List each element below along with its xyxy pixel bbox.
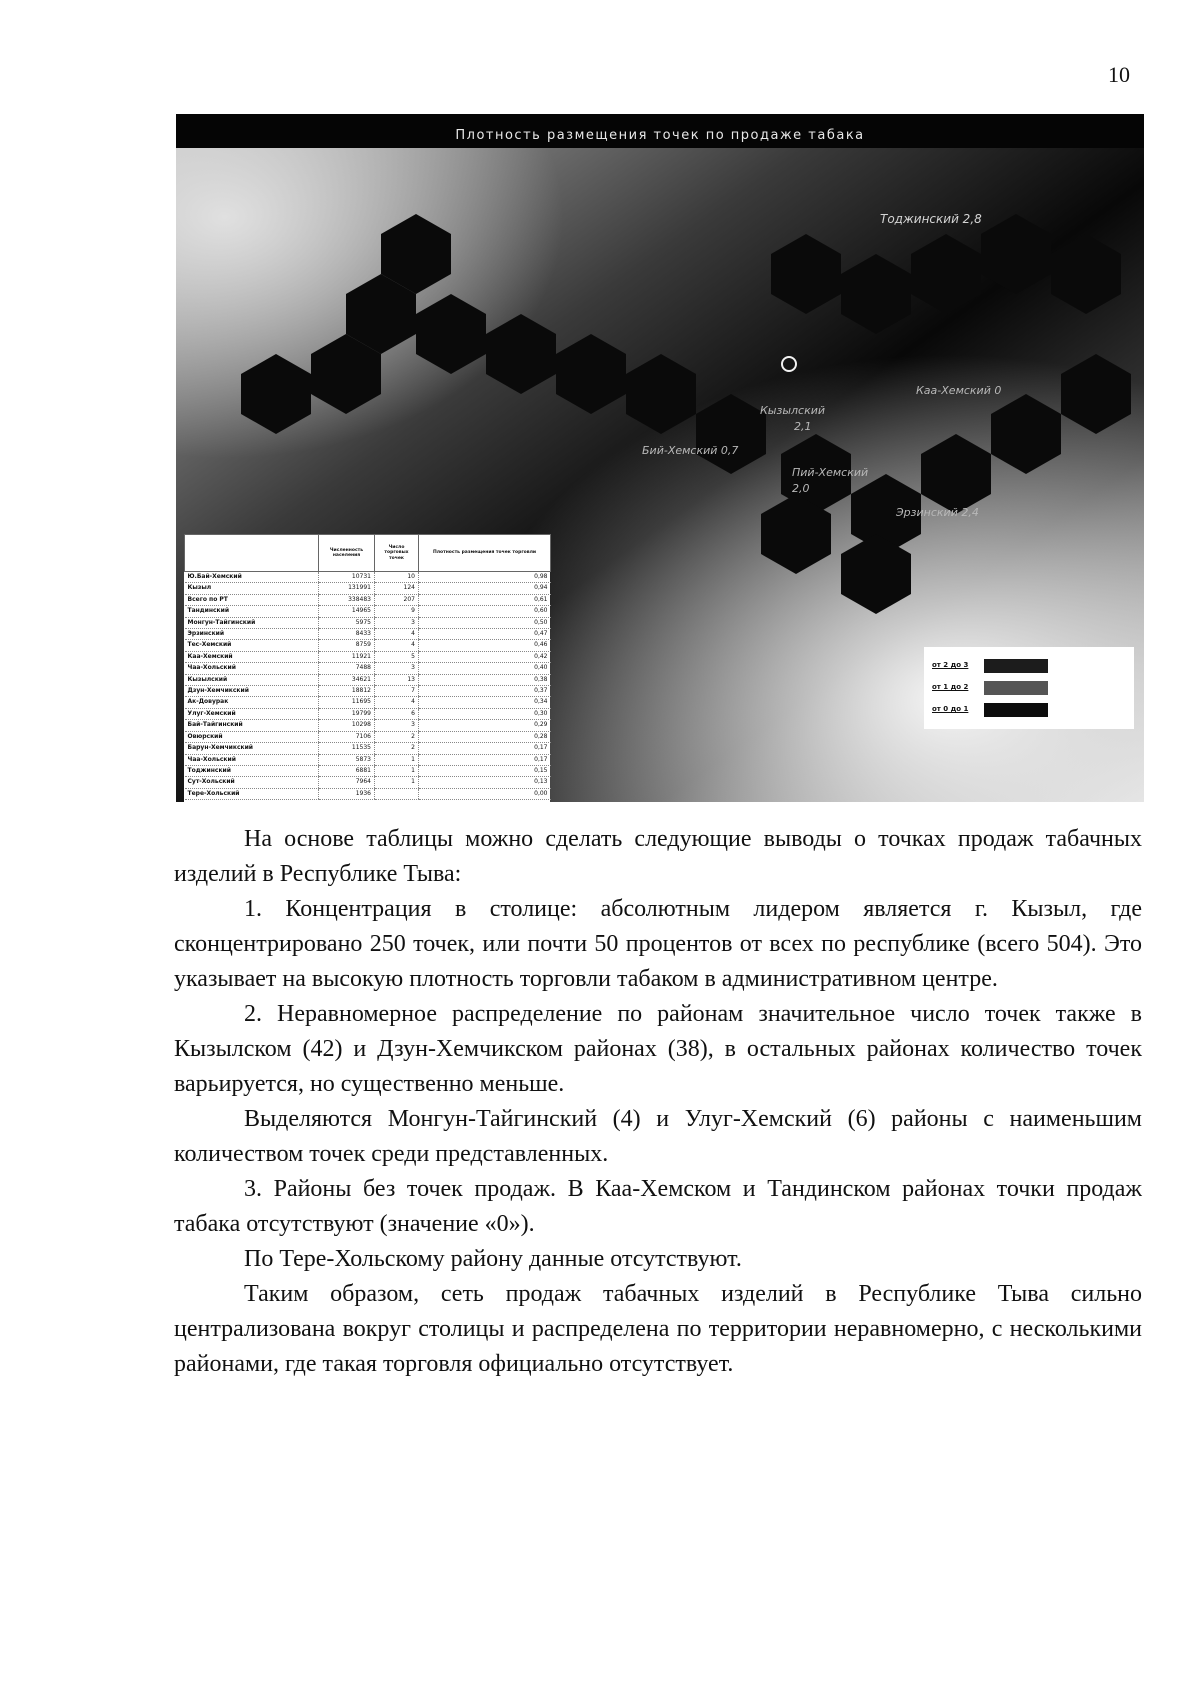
table-cell-population: 7488 (319, 663, 375, 674)
table-row (185, 651, 551, 662)
paragraph-no-data: По Тере-Хольскому району данные отсутствуют. (244, 1246, 742, 1272)
paragraph-intro: На основе таблицы можно сделать следующие выводы о точках продаж табачных изделий в Республике Тыва: (174, 826, 1142, 887)
table-cell-population: 1936 (319, 788, 375, 799)
table-cell-points: 1 (375, 754, 419, 765)
table-cell-district: Кызылский (185, 674, 319, 685)
paragraph-conclusion: Таким образом, сеть продаж табачных изделий в Республике Тыва сильно централизована вокруг столицы и распределена по территории неравномерно, с несколькими районами, где такая торговля официально отсутствует. (174, 1281, 1142, 1377)
table-cell-points: 10 (375, 572, 419, 583)
paragraph-point-3: 3. Районы без точек продаж. В Каа-Хемском и Тандинском районах точки продаж табака отсутствуют (значение «0»). (174, 1176, 1142, 1237)
density-map-figure (176, 114, 1144, 802)
table-cell-density: 0,15 (419, 765, 551, 776)
table-cell-points: 13 (375, 674, 419, 685)
table-cell-density: 0,47 (419, 629, 551, 640)
table-cell-district: Сут-Хольский (185, 777, 319, 788)
table-row (185, 754, 551, 765)
legend (924, 647, 1134, 729)
table-row (185, 788, 551, 799)
table-header: Численность населения (319, 535, 375, 572)
table-cell-density: 0,61 (419, 594, 551, 605)
table-cell-density: 0,17 (419, 754, 551, 765)
table-row (185, 765, 551, 776)
table-row (185, 697, 551, 708)
table-row (185, 674, 551, 685)
table-cell-district: Монгун-Тайгинский (185, 617, 319, 628)
table-cell-density: 0,00 (419, 788, 551, 799)
table-cell-points: 4 (375, 697, 419, 708)
table-cell-points: 124 (375, 583, 419, 594)
table-body (185, 572, 551, 800)
table-row (185, 617, 551, 628)
table-cell-points: 2 (375, 743, 419, 754)
table-cell-points: 1 (375, 765, 419, 776)
legend-label: от 1 до 2 (932, 683, 969, 691)
table-cell-district: Дзун-Хемчикский (185, 686, 319, 697)
table-cell-points: 2 (375, 731, 419, 742)
table-cell-population: 338483 (319, 594, 375, 605)
table-cell-density: 0,50 (419, 617, 551, 628)
table-cell-district: Барун-Хемчикский (185, 743, 319, 754)
table-header: Число торговых точек (375, 535, 419, 572)
density-table (184, 534, 550, 802)
table-cell-district: Улуг-Хемский (185, 708, 319, 719)
table-cell-density: 0,60 (419, 606, 551, 617)
table-cell-population: 8759 (319, 640, 375, 651)
paragraph-lowest: Выделяются Монгун-Тайгинский (4) и Улуг-Хемский (6) районы с наименьшим количеством точек среди представленных. (174, 1106, 1142, 1167)
table-cell-population: 7106 (319, 731, 375, 742)
table-cell-density: 0,17 (419, 743, 551, 754)
table-row (185, 663, 551, 674)
table-row (185, 708, 551, 719)
table-cell-population: 7964 (319, 777, 375, 788)
table-cell-district: Эрзинский (185, 629, 319, 640)
table-cell-points: 207 (375, 594, 419, 605)
table-cell-population: 14965 (319, 606, 375, 617)
table-cell-population: 8433 (319, 629, 375, 640)
table-cell-population: 11535 (319, 743, 375, 754)
table-cell-district: Овюрский (185, 731, 319, 742)
paragraph-point-2: 2. Неравномерное распределение по районам значительное число точек также в Кызылском (42) и Дзун-Хемчикском районах (38), в остальных районах количество точек варьируется, но существенно меньше. (174, 1001, 1142, 1097)
paragraph-point-1: 1. Концентрация в столице: абсолютным лидером является г. Кызыл, где сконцентрировано 250 точек, или почти 50 процентов от всех по республике (всего 504). Это указывает на высокую плотность торговли табаком в административном центре. (174, 896, 1142, 992)
table-cell-density: 0,28 (419, 731, 551, 742)
table-cell-population: 131991 (319, 583, 375, 594)
table-row (185, 640, 551, 651)
table-cell-population: 19799 (319, 708, 375, 719)
body-text (174, 822, 1142, 1382)
table-cell-density: 0,94 (419, 583, 551, 594)
table-cell-population: 10298 (319, 720, 375, 731)
table-cell-district: Бай-Тайгинский (185, 720, 319, 731)
table-cell-density: 0,30 (419, 708, 551, 719)
table-cell-population: 11695 (319, 697, 375, 708)
table-cell-population: 10731 (319, 572, 375, 583)
table-cell-district: Ю.Бай-Хемский (185, 572, 319, 583)
legend-label: от 0 до 1 (932, 705, 969, 713)
table-cell-points: 7 (375, 686, 419, 697)
table-cell-district: Ак-Довурак (185, 697, 319, 708)
table-cell-district: Тере-Хольский (185, 788, 319, 799)
map-label-todzhinsky: Тоджинский 2,8 (880, 212, 982, 226)
legend-swatch (984, 659, 1048, 673)
table-header-row (185, 535, 551, 572)
table-cell-density: 0,29 (419, 720, 551, 731)
table-cell-points: 5 (375, 651, 419, 662)
page-number: 10 (1108, 62, 1130, 87)
table-row (185, 583, 551, 594)
legend-swatch (984, 681, 1048, 695)
table-cell-density: 0,40 (419, 663, 551, 674)
legend-swatch (984, 703, 1048, 717)
table-cell-district: Каа-Хемский (185, 651, 319, 662)
table-row (185, 572, 551, 583)
table-cell-district: Всего по РТ (185, 594, 319, 605)
table-row (185, 629, 551, 640)
table-row (185, 777, 551, 788)
table-header: Плотность размещения точек торговли (419, 535, 551, 572)
table-cell-points: 4 (375, 629, 419, 640)
map-label-pii-khemsky-value: 2,0 (792, 482, 810, 495)
table-cell-points: 3 (375, 720, 419, 731)
table-cell-points: 1 (375, 777, 419, 788)
table-cell-points: 6 (375, 708, 419, 719)
table-cell-points: 3 (375, 663, 419, 674)
table-cell-population: 5873 (319, 754, 375, 765)
table-cell-district: Тоджинский (185, 765, 319, 776)
table-cell-district: Кызыл (185, 583, 319, 594)
map-label-kyzylsky: Кызылский (760, 404, 826, 417)
table-row (185, 731, 551, 742)
table-cell-density: 0,34 (419, 697, 551, 708)
legend-label: от 2 до 3 (932, 661, 969, 669)
table-row (185, 720, 551, 731)
table-cell-density: 0,98 (419, 572, 551, 583)
table-cell-points: 3 (375, 617, 419, 628)
table-header (185, 535, 319, 572)
table-cell-density: 0,42 (419, 651, 551, 662)
figure-title: Плотность размещения точек по продаже табака (455, 128, 865, 143)
map-label-erzinsky: Эрзинский 2,4 (896, 506, 979, 519)
table-cell-density: 0,37 (419, 686, 551, 697)
capital-marker (781, 356, 797, 372)
map-label-pii-khemsky: Пий-Хемский (792, 466, 869, 479)
map-label-kaa-khemsky: Каа-Хемский 0 (916, 384, 1002, 397)
table-cell-population: 6881 (319, 765, 375, 776)
table-cell-population: 5975 (319, 617, 375, 628)
table-row (185, 686, 551, 697)
table-cell-points (375, 788, 419, 799)
table-row (185, 606, 551, 617)
table-row (185, 743, 551, 754)
table-cell-district: Тандинский (185, 606, 319, 617)
table-cell-population: 34621 (319, 674, 375, 685)
table-cell-points: 4 (375, 640, 419, 651)
table-cell-points: 9 (375, 606, 419, 617)
table-cell-district: Чаа-Хольский (185, 754, 319, 765)
map-label-kyzylsky-value: 2,1 (794, 420, 812, 433)
table-cell-density: 0,38 (419, 674, 551, 685)
table-cell-density: 0,13 (419, 777, 551, 788)
table-cell-district: Тес-Хемский (185, 640, 319, 651)
table-cell-population: 18812 (319, 686, 375, 697)
table-cell-density: 0,46 (419, 640, 551, 651)
table-cell-population: 11921 (319, 651, 375, 662)
map-label-bii-khemsky: Бий-Хемский 0,7 (642, 444, 739, 457)
table-cell-district: Чаа-Хольский (185, 663, 319, 674)
table-row (185, 594, 551, 605)
